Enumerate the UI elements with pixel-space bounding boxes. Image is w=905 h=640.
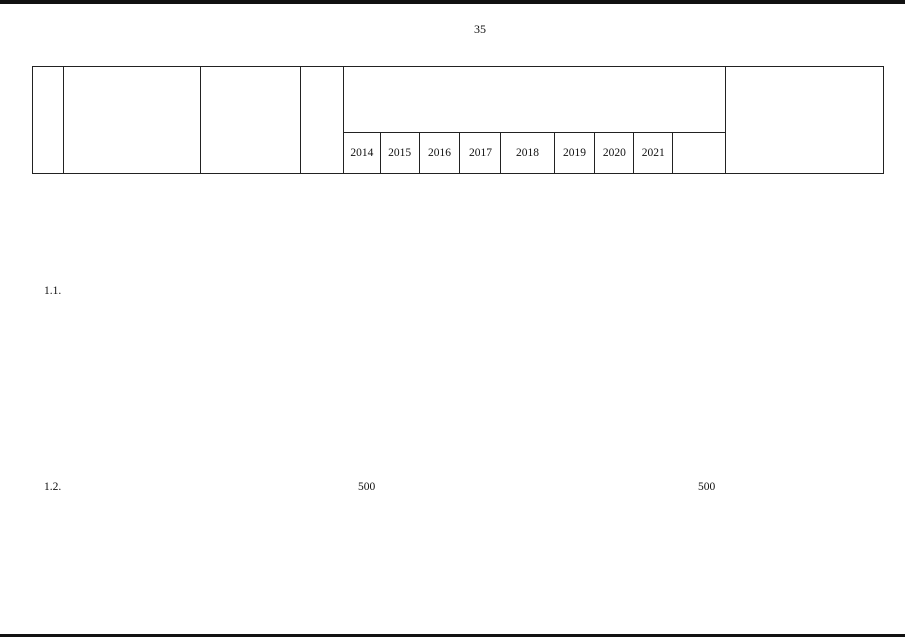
row-1-number: 1.1. — [44, 285, 62, 297]
year-2020: 2020 — [595, 132, 634, 173]
program-table-header — [32, 66, 884, 174]
year-2018: 2018 — [501, 132, 554, 173]
column-funding — [343, 67, 725, 133]
column-indicator — [726, 67, 884, 174]
year-2014: 2014 — [343, 132, 380, 173]
column-term — [300, 67, 343, 174]
top-rule — [0, 0, 905, 4]
year-2019: 2019 — [554, 132, 595, 173]
bottom-rule — [0, 634, 905, 637]
column-number — [33, 67, 64, 174]
row-2-number: 1.2. — [44, 481, 62, 493]
row-2-amount-total: 500 — [698, 481, 716, 493]
year-2017: 2017 — [460, 132, 501, 173]
row-2-amount-2014: 500 — [358, 481, 376, 493]
year-total — [673, 132, 726, 173]
year-2021: 2021 — [634, 132, 673, 173]
year-2015: 2015 — [380, 132, 419, 173]
column-executors — [200, 67, 300, 174]
year-2016: 2016 — [419, 132, 460, 173]
column-name — [63, 67, 200, 174]
page-number: 35 — [474, 22, 486, 36]
